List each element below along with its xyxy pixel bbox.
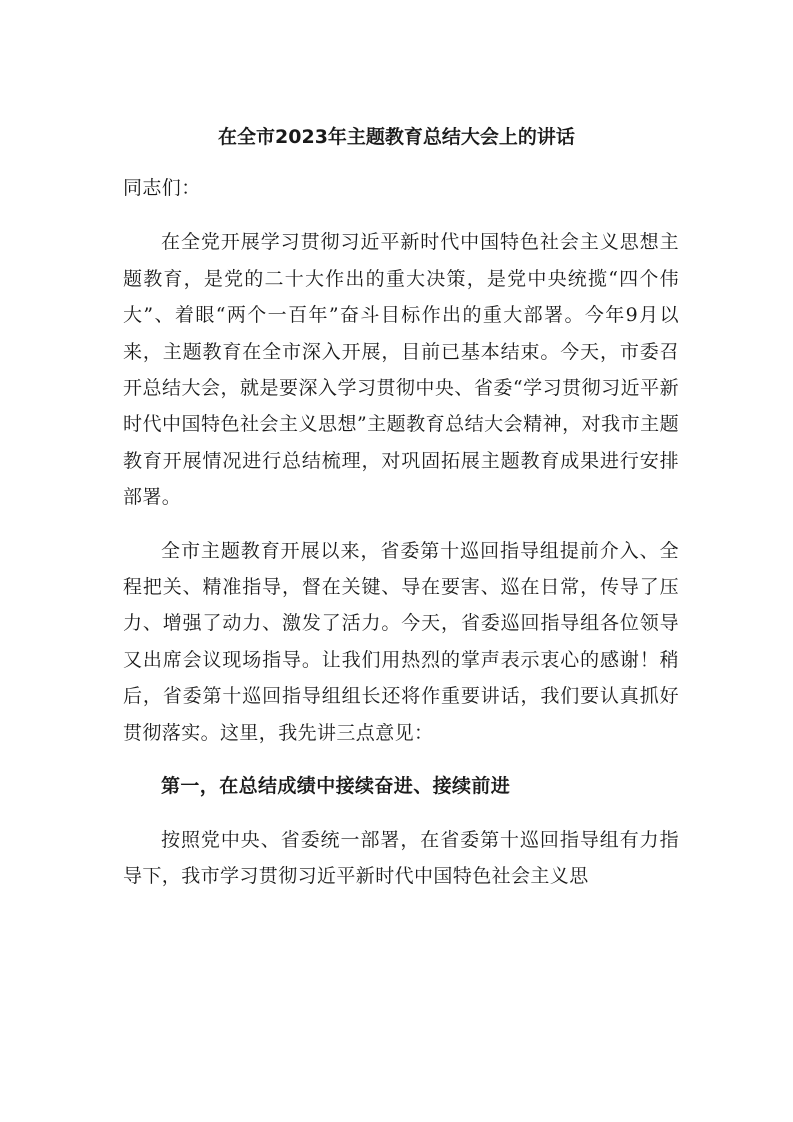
paragraph-3: 按照党中央、省委统一部署，在省委第十巡回指导组有力指导下，我市学习贯彻习近平新时代中国特色社会主义思 bbox=[123, 828, 679, 887]
paragraph-1: 在全党开展学习贯彻习近平新时代中国特色社会主义思想主题教育，是党的二十大作出的重大决策，是党中央统揽“四个伟大”、着眼“两个一百年”奋斗目标作出的重大部署。今年9月以来，主题教育在全市深入开展，目前已基本结束。今天，市委召开总结大会，就是要深入学习贯彻中央、省委“学习贯彻习近平新时代中国特色社会主义思想”主题教育总结大会精神，对我市主题教育开展情况进行总结梳理，对巩固拓展主题教育成果进行安排部署。 bbox=[123, 231, 679, 509]
salutation: 同志们： bbox=[123, 177, 201, 199]
document-title: 在全市2023年主题教育总结大会上的讲话 bbox=[218, 126, 575, 148]
document-body bbox=[123, 170, 679, 911]
section-heading-1: 第一，在总结成绩中接续奋进、接续前进 bbox=[161, 775, 511, 798]
paragraph-2: 全市主题教育开展以来，省委第十巡回指导组提前介入、全程把关、精准指导，督在关键、导在要害、巡在日常，传导了压力、增强了动力、激发了活力。今天，省委巡回指导组各位领导又出席会议现场指导。让我们用热烈的掌声表示衷心的感谢！稍后，省委第十巡回指导组组长还将作重要讲话，我们要认真抓好贯彻落实。这里，我先讲三点意见： bbox=[123, 539, 679, 744]
